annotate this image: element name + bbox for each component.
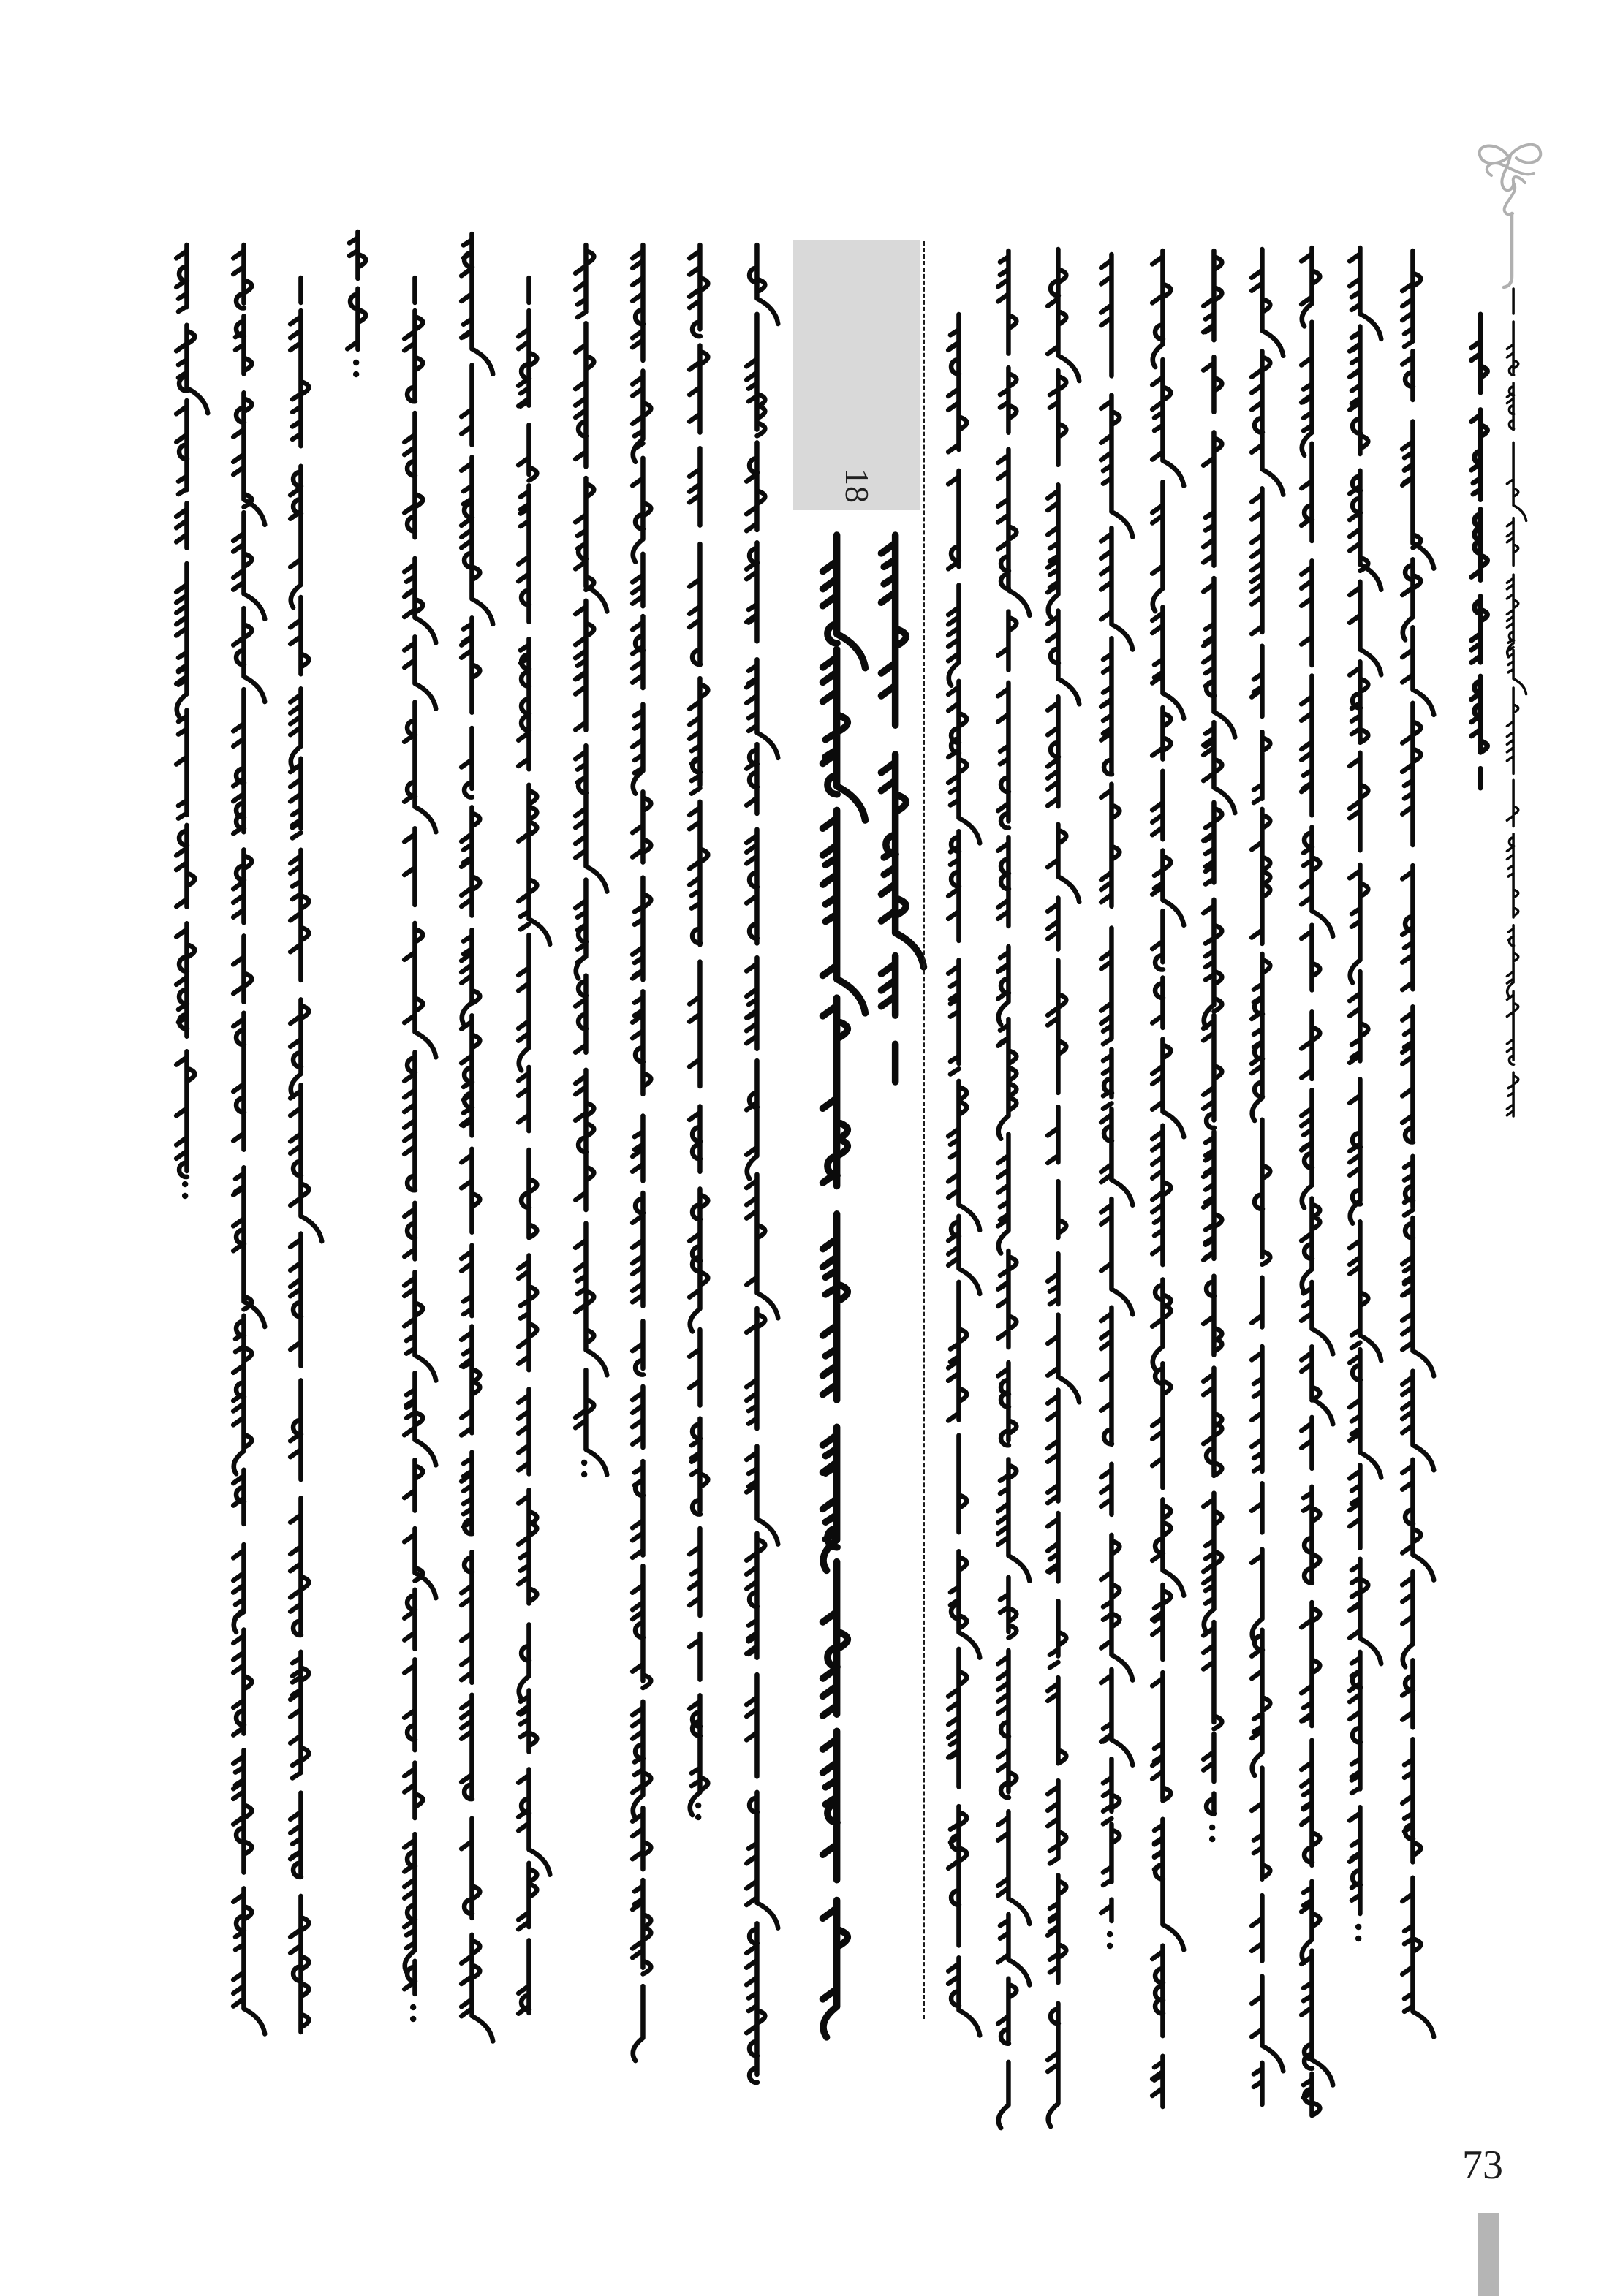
body-text-column: [1402, 251, 1434, 2037]
dialogue-text-column: [575, 245, 607, 1477]
page-number: 73: [1462, 2142, 1503, 2188]
dialogue-text-column: [746, 245, 778, 2083]
header-rule: [1504, 213, 1512, 287]
section-divider-line: [923, 241, 925, 2019]
running-head-unit-title-bold: [1472, 314, 1488, 788]
body-text-column: [1203, 251, 1235, 1842]
dialogue-text-column: [176, 245, 208, 1199]
body-text-column: [1048, 249, 1079, 2126]
dialogue-text-column: [347, 232, 366, 377]
footer-bar: [1478, 2213, 1499, 2296]
dialogue-text-column: [404, 278, 436, 2022]
body-text-column: [1301, 248, 1333, 2115]
body-text-column: [1252, 249, 1283, 2104]
dialogue-text-column: [461, 234, 493, 2042]
lesson-number-box: [793, 240, 920, 510]
lesson-number: 18: [838, 469, 876, 504]
dialogue-text-column: [518, 278, 550, 2014]
body-text-column: [1350, 248, 1381, 1941]
lesson-title-column: [881, 535, 923, 1082]
body-text-column: [948, 314, 980, 2036]
dialogue-text-column: [689, 245, 708, 1820]
body-text-column: [1101, 254, 1132, 1949]
header-ornament-icon: [1480, 145, 1541, 215]
dialogue-text-column: [290, 278, 322, 2032]
lesson-title-column: [822, 535, 865, 2037]
running-head-small-line: [1507, 289, 1526, 1116]
dialogue-text-column: [233, 245, 265, 2034]
dialogue-text-column: [632, 245, 651, 2061]
body-text-column: [1152, 251, 1184, 2107]
body-text-column: [998, 251, 1029, 2128]
